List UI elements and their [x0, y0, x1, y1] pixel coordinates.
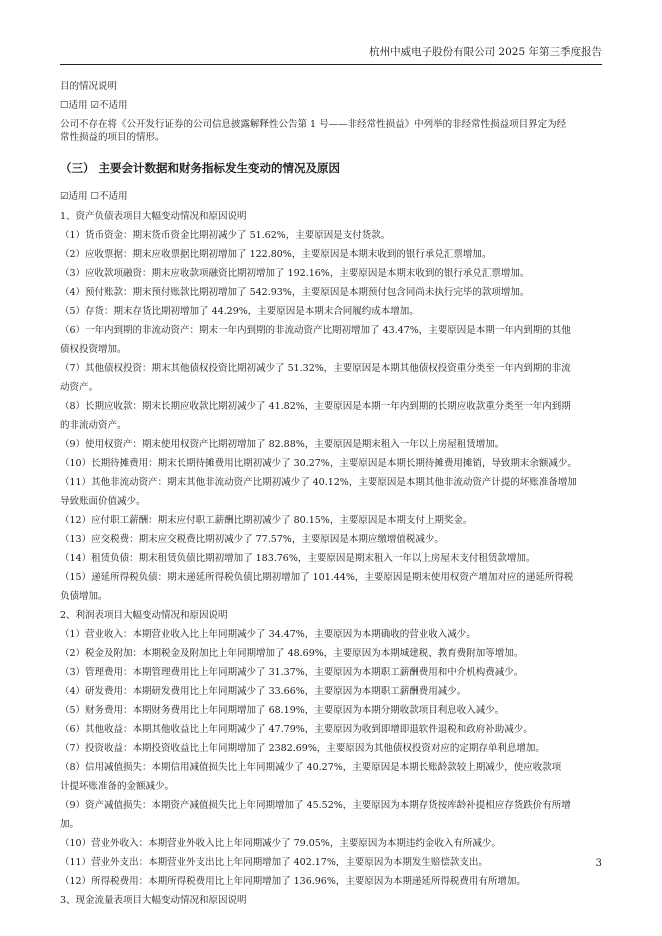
- explanation-line: （8）长期应收款：期末长期应收款比期初减少了 41.82%，主要原因是本期一年内到期的长期应收款重分类至一年内到期: [60, 401, 571, 412]
- explanation-line: 的非流动资产。: [60, 420, 127, 431]
- explanation-line: （6）其他收益：本期其他收益比上年同期减少了 47.79%，主要原因为收到即增即退软件退税和政府补助减少。: [60, 724, 533, 735]
- page-header: [60, 42, 602, 65]
- explanation-line: （4）研发费用：本期研发费用比上年同期减少了 33.66%，主要原因为本期职工薪酬费用减少。: [60, 686, 467, 697]
- page-content: [60, 80, 605, 910]
- explanation-line: 负债增加。: [60, 591, 108, 602]
- explanation-line: （1）营业收入：本期营业收入比上年同期减少了 34.47%，主要原因为本期确收的营业收入减少。: [60, 629, 476, 640]
- explanation-list: [60, 207, 605, 910]
- page-number: 3: [595, 858, 602, 869]
- explanation-line: 2、利润表项目大幅变动情况和原因说明: [60, 610, 228, 621]
- explanation-line: （5）存货：期末存货比期初增加了 44.29%，主要原因是本期末合同履约成本增加。: [60, 306, 419, 317]
- explanation-line: （11）其他非流动资产：期末其他非流动资产比期初减少了 40.12%，主要原因是本期其他非流动资产计提的坏账准备增加: [60, 477, 577, 488]
- explanation-line: （7）投资收益：本期投资收益比上年同期增加了 2382.69%，主要原因为其他债权投资对应的定期存单利息增加。: [60, 743, 545, 754]
- explanation-line: （13）应交税费：期末应交税费比期初减少了 77.57%，主要原因是本期应缴增值税减少。: [60, 534, 444, 545]
- explanation-line: （14）租赁负债：期末租赁负债比期初增加了 183.76%，主要原因是期末租入一年以上房屋未支付租赁款增加。: [60, 553, 536, 564]
- explanation-line: （8）信用减值损失：本期信用减值损失比上年同期减少了 40.27%，主要原因是本期长账龄款较上期减少，使应收款项: [60, 762, 562, 773]
- applicability-options: ☑适用 ☐不适用: [60, 191, 128, 202]
- explanation-line: （2）应收票据：期末应收票据比期初增加了 122.80%，主要原因是本期末收到的银行承兑汇票增加。: [60, 249, 492, 260]
- explanation-line: （2）税金及附加：本期税金及附加比上年同期增加了 48.69%，主要原因为本期城建税、教育费附加等增加。: [60, 648, 524, 659]
- explanation-line: （11）营业外支出：本期营业外支出比上年同期增加了 402.17%，主要原因为本期发生赔偿款支出。: [60, 857, 488, 868]
- report-title: 杭州中威电子股份有限公司 2025 年第三季度报告: [369, 46, 602, 58]
- explanation-line: （9）使用权资产：期末使用权资产比期初增加了 82.88%，主要原因是期末租入一年以上房屋租赁增加。: [60, 439, 505, 450]
- applicability-options: ☐适用 ☑不适用: [60, 100, 128, 111]
- explanation-line: 加。: [60, 819, 80, 830]
- explanation-line: （5）财务费用：本期财务费用比上年同期增加了 68.19%，主要原因为本期分期收款项目利息收入减少。: [60, 705, 505, 716]
- explanation-line: 动资产。: [60, 382, 99, 393]
- explanation-line: 1、资产负债表项目大幅变动情况和原因说明: [60, 211, 247, 222]
- section-heading: （三） 主要会计数据和财务指标发生变动的情况及原因: [60, 161, 341, 175]
- intro-line: 公司不存在将《公开发行证券的公司信息披露解释性公告第 1 号——非经常性损益》中列举的非经常性损益项目界定为经: [60, 119, 567, 130]
- explanation-line: （1）货币资金：期末货币资金比期初减少了 51.62%，主要原因是支付货款。: [60, 230, 391, 241]
- intro-line: 目的情况说明: [60, 81, 118, 92]
- explanation-line: （9）资产减值损失：本期资产减值损失比上年同期增加了 45.52%，主要原因为本期存货按库龄补提相应存货跌价有所增: [60, 800, 571, 811]
- explanation-line: （10）营业外收入：本期营业外收入比上年同期减少了 79.05%，主要原因为本期违约金收入有所减少。: [60, 838, 501, 849]
- explanation-line: 导致账面价值减少。: [60, 496, 146, 507]
- explanation-line: （15）递延所得税负债：期末递延所得税负债比期初增加了 101.44%，主要原因是期末使用权资产增加对应的递延所得税: [60, 572, 574, 583]
- explanation-line: （7）其他债权投资：期末其他债权投资比期初减少了 51.32%，主要原因是本期其他债权投资重分类至一年内到期的非流: [60, 363, 571, 374]
- explanation-line: （3）管理费用：本期管理费用比上年同期减少了 31.37%，主要原因为本期职工薪酬费用和中介机构费减少。: [60, 667, 524, 678]
- explanation-line: 3、现金流量表项目大幅变动情况和原因说明: [60, 895, 247, 906]
- explanation-line: （12）所得税费用：本期所得税费用比上年同期增加了 136.96%，主要原因为本期递延所得税费用有所增加。: [60, 876, 526, 887]
- explanation-line: 债权投资增加。: [60, 344, 127, 355]
- explanation-line: （10）长期待摊费用：期末长期待摊费用比期初减少了 30.27%，主要原因是本期长期待摊费用摊销，导致期末余额减少。: [60, 458, 577, 469]
- explanation-line: （12）应付职工薪酬：期末应付职工薪酬比期初减少了 80.15%，主要原因是本期支付上期奖金。: [60, 515, 473, 526]
- explanation-line: （6）一年内到期的非流动资产：期末一年内到期的非流动资产比期初增加了 43.47%，主要原因是本期一年内到期的其他: [60, 325, 571, 336]
- explanation-line: 计提坏账准备的金额减少。: [60, 781, 175, 792]
- explanation-line: （3）应收款项融资：期末应收款项融资比期初增加了 192.16%，主要原因是本期末收到的银行承兑汇票增加。: [60, 268, 530, 279]
- intro-line: 常性损益的项目的情形。: [60, 132, 165, 143]
- explanation-line: （4）预付账款：期末预付账款比期初增加了 542.93%，主要原因是本期预付包含同尚未执行完毕的款项增加。: [60, 287, 530, 298]
